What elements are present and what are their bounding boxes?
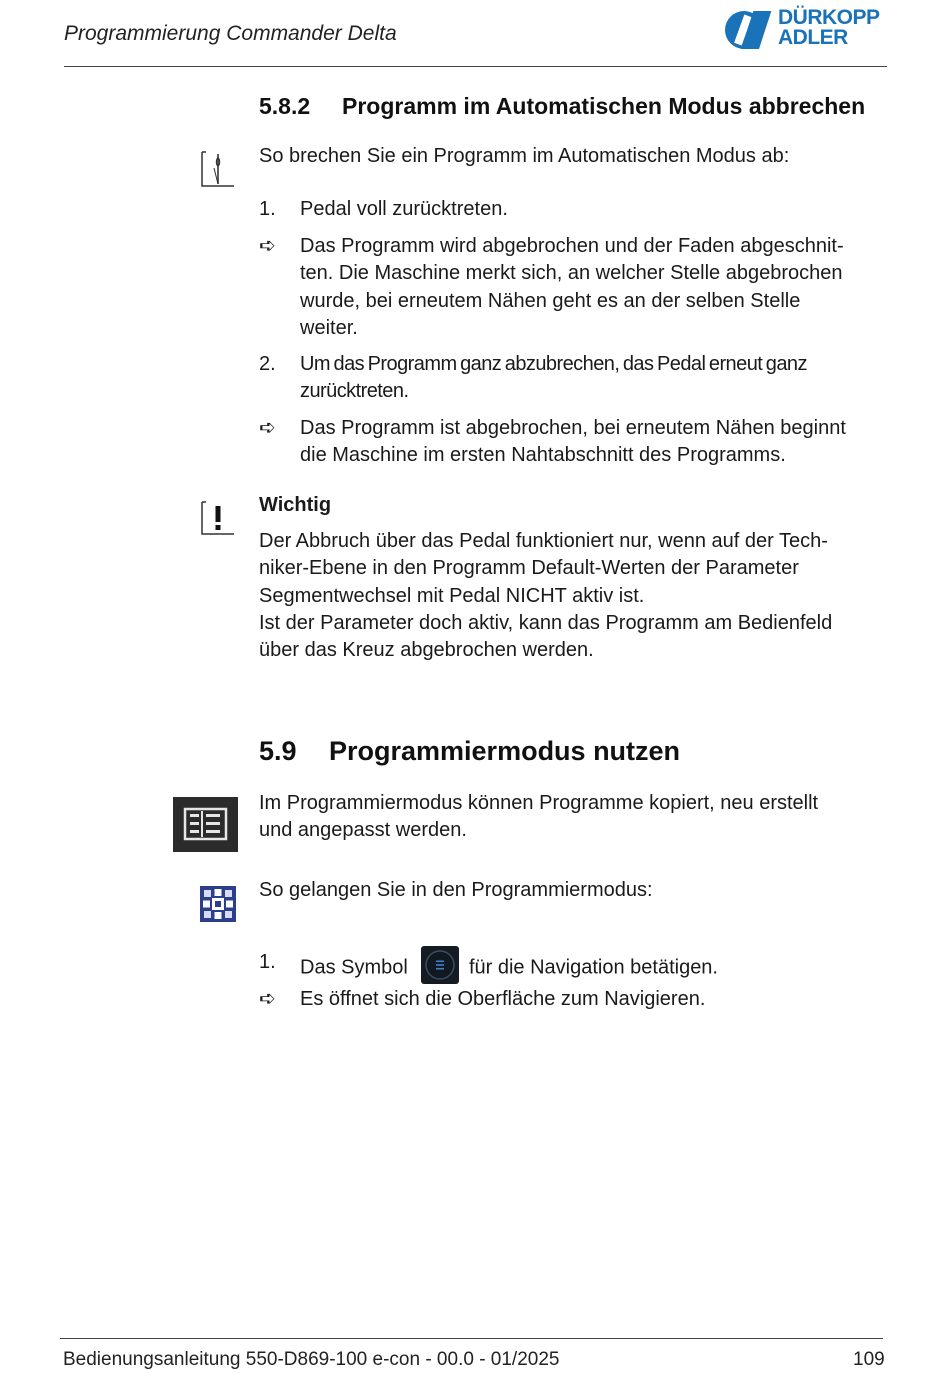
page-number: 109 — [853, 1349, 885, 1370]
important-heading: Wichtig — [259, 494, 332, 516]
result-1-text-59: Es öffnet sich die Oberfläche zum Navigieren. — [300, 988, 706, 1010]
result-arrow-icon: ➪ — [259, 988, 276, 1010]
result-2-text: Das Programm ist abgebrochen, bei erneutem Nähen beginnt die Maschine im ersten Nahtabschnitt des Programms. — [300, 417, 846, 467]
menu-icon — [421, 946, 459, 984]
exclamation-icon — [200, 500, 236, 541]
sewing-needle-icon — [200, 150, 236, 193]
header-title: Programmierung Commander Delta — [64, 22, 397, 45]
step-2-number: 2. — [259, 353, 276, 375]
footer-divider — [60, 1338, 883, 1339]
logo-mark-icon — [722, 9, 776, 51]
step-1-text: Pedal voll zurücktreten. — [300, 198, 508, 220]
section-59-intro: Im Programmiermodus können Programme kopiert, neu erstellt und angepasst werden. — [259, 792, 819, 842]
result-arrow-icon: ➪ — [259, 417, 276, 439]
step-2-text: Um das Programm ganz abzubrechen, das Pedal erneut ganz zurücktreten. — [300, 353, 807, 403]
logo-line-2: ADLER — [778, 26, 848, 49]
section-582-title: Programm im Automatischen Modus abbrechen — [342, 93, 866, 119]
section-59-how-to: So gelangen Sie in den Programmiermodus: — [259, 879, 653, 901]
program-list-icon — [173, 797, 238, 857]
result-1-text: Das Programm wird abgebrochen und der Faden abgeschnit- ten. Die Maschine merkt sich, an welcher Stelle abgebrochen wurde, bei erneutem Nähen geht es an der selben Stelle weiter. — [300, 235, 844, 339]
step-1-number: 1. — [259, 198, 276, 220]
logo-line-1: DÜRKOPP — [778, 6, 880, 29]
section-582-intro: So brechen Sie ein Programm im Automatischen Modus ab: — [259, 145, 790, 167]
important-text: Der Abbruch über das Pedal funktioniert nur, wenn auf der Tech- niker-Ebene in den Programm Default-Werten der Parameter Segmentwechsel mit Pedal NICHT aktiv ist. Ist der Parameter doch aktiv, kann das Programm am Bedienfeld über das Kreuz abgebrochen werden. — [259, 530, 833, 662]
section-582-number: 5.8.2 — [259, 93, 311, 119]
navigation-icon — [200, 886, 236, 927]
step-1-number-59: 1. — [259, 951, 276, 973]
result-arrow-icon: ➪ — [259, 235, 276, 257]
header-divider — [64, 66, 887, 67]
section-59-number: 5.9 — [259, 736, 297, 766]
section-59-title: Programmiermodus nutzen — [329, 736, 681, 766]
footer-text: Bedienungsanleitung 550-D869-100 e-con - 00.0 - 01/2025 — [63, 1349, 560, 1370]
step-1-text-59: Das Symbol für die Navigation betätigen. — [300, 949, 718, 987]
durkopp-adler-logo — [722, 6, 890, 52]
